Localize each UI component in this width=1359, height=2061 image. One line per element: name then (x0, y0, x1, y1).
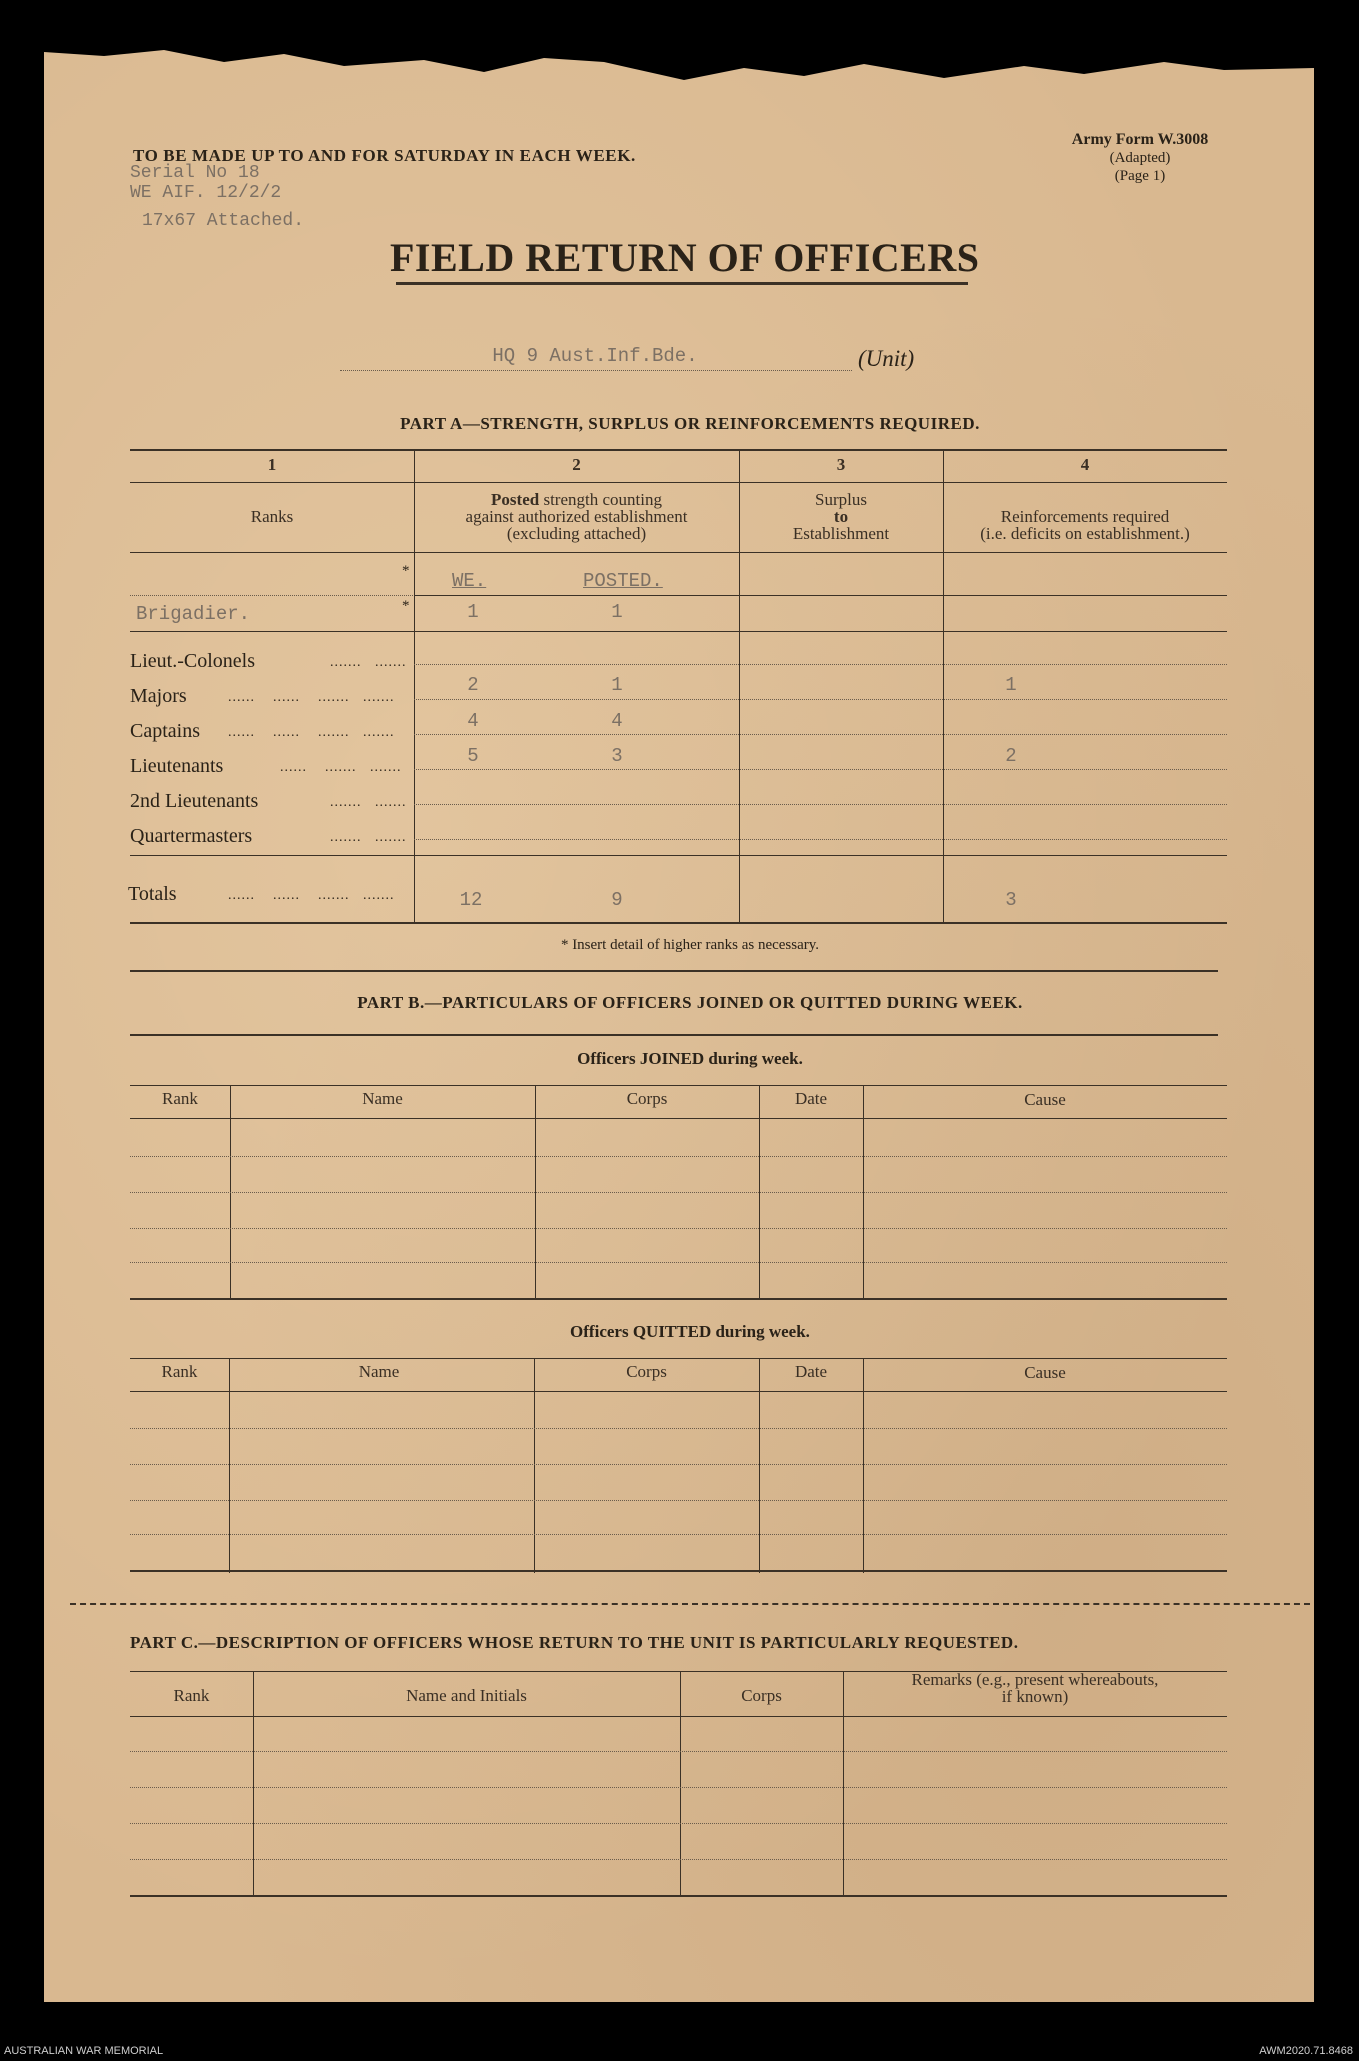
joined-title: Officers JOINED during week. (577, 1049, 803, 1068)
col-number-3: 3 (836, 455, 846, 474)
page-label: (Page 1) (1114, 168, 1166, 184)
rank-cell: Lieutenants (130, 755, 224, 777)
cut-line (70, 1603, 1310, 1605)
totals-reinf: 3 (1005, 889, 1017, 911)
serial-stamp: Serial No 18 (130, 163, 260, 183)
col4-header-line2: (i.e. deficits on establishment.) (980, 524, 1190, 543)
quitted-title: Officers QUITTED during week. (570, 1322, 810, 1341)
leader-dots: ....... ....... (330, 830, 407, 845)
leader-dots: ...... ...... ....... ....... (228, 725, 395, 740)
col4-header-line1: Reinforcements required (1000, 507, 1170, 526)
col-number-2: 2 (572, 455, 581, 474)
leader-dots: ....... ....... (330, 655, 407, 670)
col3-header-line1: Surplus (815, 490, 867, 509)
totals-posted: 9 (611, 889, 623, 911)
posted-cell: 3 (611, 745, 623, 767)
rank-cell: Quartermasters (130, 825, 253, 847)
part-c-col-corps: Corps (741, 1686, 782, 1705)
part-c-heading: PART C.—DESCRIPTION OF OFFICERS WHOSE RETURN TO THE UNIT IS PARTICULARLY REQUESTED. (130, 1633, 1019, 1652)
we-cell: 1 (467, 601, 479, 623)
unit-dotted-line (340, 370, 852, 371)
quitted-col-name: Name (358, 1362, 400, 1381)
quitted-col-corps: Corps (626, 1362, 667, 1381)
col-number-1: 1 (267, 455, 277, 474)
quitted-col-cause: Cause (1024, 1363, 1066, 1382)
unit-value: HQ 9 Aust.Inf.Bde. (492, 345, 698, 367)
rank-cell: Captains (130, 720, 200, 742)
part-a-top-rule (130, 449, 1227, 451)
col3-header-line3: Establishment (792, 524, 890, 543)
posted-cell: 1 (611, 674, 623, 696)
we-cell: 4 (467, 710, 479, 732)
posted-cell: 4 (611, 710, 623, 732)
part-c-col-remarks-2: if known) (1001, 1687, 1069, 1706)
we-cell: 5 (467, 745, 479, 767)
leader-dots: ...... ...... ....... ....... (228, 888, 395, 903)
army-form-label: Army Form W.3008 (1071, 131, 1209, 148)
joined-col-name: Name (362, 1089, 403, 1108)
joined-col-cause: Cause (1024, 1090, 1066, 1109)
form-title: FIELD RETURN OF OFFICERS (390, 235, 980, 280)
footer-right: AWM2020.71.8468 (1259, 2045, 1353, 2057)
joined-col-date: Date (794, 1089, 828, 1108)
leader-dots: ...... ....... ....... (280, 760, 402, 775)
unit-label: (Unit) (858, 346, 915, 371)
star-marker-2: * (402, 598, 410, 614)
rank-cell: Majors (130, 685, 187, 707)
quitted-col-date: Date (794, 1362, 828, 1381)
we-aif-stamp: WE AIF. 12/2/2 (130, 183, 282, 203)
title-underline (396, 282, 968, 285)
col2-header-line1: Posted strength counting (491, 490, 662, 509)
leader-dots: ....... ....... (330, 795, 407, 810)
we-cell: 2 (467, 674, 479, 696)
torn-top-edge (44, 40, 1314, 100)
totals-we: 12 (459, 889, 483, 911)
reinf-cell: 2 (1005, 745, 1017, 767)
part-c-col-name: Name and Initials (406, 1686, 527, 1705)
col-number-4: 4 (1080, 455, 1090, 474)
star-marker-1: * (402, 563, 410, 579)
posted-cell: 1 (611, 601, 623, 623)
col-ranks-header: Ranks (250, 507, 294, 526)
part-a-footnote: * Insert detail of higher ranks as necessary. (560, 937, 820, 953)
totals-label: Totals (128, 883, 177, 905)
part-c-col-rank: Rank (173, 1686, 210, 1705)
joined-col-corps: Corps (626, 1089, 668, 1108)
attached-stamp: 17x67 Attached. (142, 211, 305, 231)
part-c-col-remarks-1: Remarks (e.g., present whereabouts, (911, 1670, 1159, 1689)
reinf-cell: 1 (1005, 674, 1017, 696)
col2-header-line3: (excluding attached) (506, 524, 647, 543)
rank-cell: Lieut.-Colonels (130, 650, 255, 672)
adapted-label: (Adapted) (1109, 150, 1171, 166)
rank-cell: 2nd Lieutenants (130, 790, 259, 812)
col2-header-line2: against authorized establishment (465, 507, 688, 526)
part-a-heading: PART A—STRENGTH, SURPLUS OR REINFORCEMENTS REQUIRED. (400, 414, 980, 433)
form-paper (44, 44, 1314, 2002)
instruction-text: TO BE MADE UP TO AND FOR SATURDAY IN EACH WEEK. (133, 146, 636, 165)
quitted-col-rank: Rank (161, 1362, 198, 1381)
col3-header-line2: to (833, 507, 849, 526)
sub-header-posted: POSTED. (583, 570, 663, 592)
part-b-heading: PART B.—PARTICULARS OF OFFICERS JOINED OR QUITTED DURING WEEK. (357, 993, 1023, 1012)
footer-left: AUSTRALIAN WAR MEMORIAL (4, 2045, 164, 2057)
rank-cell: Brigadier. (136, 603, 251, 625)
joined-col-rank: Rank (162, 1089, 198, 1108)
leader-dots: ...... ...... ....... ....... (228, 690, 395, 705)
sub-header-we: WE. (452, 570, 487, 592)
